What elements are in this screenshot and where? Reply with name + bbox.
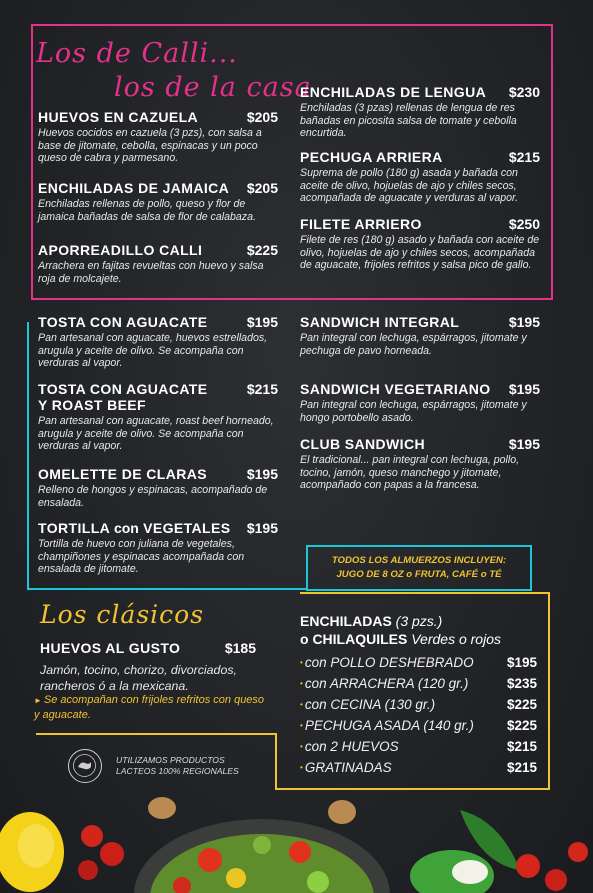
bullet-icon: • — [300, 721, 303, 730]
title-part-c: o CHILAQUILES — [300, 631, 408, 647]
item-description: Tortilla de huevo con juliana de vegetales, champiñones y espinacas acompañada con ensalada de jitomate. — [38, 538, 245, 576]
menu-item-club-sandwich — [300, 436, 540, 492]
option-price: $225 — [506, 718, 537, 733]
chilaquiles-title — [300, 630, 537, 648]
option-label: con POLLO DESHEBRADO — [304, 655, 474, 670]
option-label-wrap — [300, 655, 474, 670]
item-description: Filete de res (180 g) asado y bañada con aceite de olivo, hojuelas de ajo y chiles secos, acompañada de aguacate, frijoles refritos y salsa pico de gallo. — [300, 234, 540, 272]
option-label: con 2 HUEVOS — [304, 739, 399, 754]
footer-line1: UTILIZAMOS PRODUCTOS — [116, 755, 225, 765]
item-price: $205 — [246, 109, 278, 125]
item-price: $185 — [224, 640, 256, 656]
enchiladas-options — [300, 655, 537, 775]
promo-line2: JUGO DE 8 OZ o FRUTA, CAFÉ o TÉ — [336, 569, 502, 580]
item-price: $195 — [508, 314, 540, 330]
menu-item-sandwich-integral — [300, 314, 540, 357]
option-price: $225 — [506, 697, 537, 712]
house-title-line2: los de la casa — [114, 72, 312, 103]
option-price: $215 — [506, 760, 537, 775]
option-label-wrap — [300, 676, 468, 691]
enchiladas-chilaquiles-block — [300, 612, 537, 781]
classics-frame-mid — [275, 733, 277, 789]
option-price: $235 — [506, 676, 537, 691]
lunch-frame-bottom — [27, 588, 307, 590]
menu-item-aporreadillo — [38, 242, 278, 285]
menu-item-filete-arriero — [300, 216, 540, 272]
lunch-promo-box — [306, 545, 532, 591]
enchiladas-option-row — [300, 676, 537, 691]
footer-text — [116, 755, 239, 777]
item-name: ENCHILADAS DE LENGUA — [300, 84, 487, 100]
item-name-line2: Y ROAST BEEF — [38, 397, 147, 413]
option-label: PECHUGA ASADA (140 gr.) — [304, 718, 474, 733]
item-price: $195 — [508, 436, 540, 452]
option-label-wrap — [300, 718, 474, 733]
item-description: Pan artesanal con aguacate, roast beef horneado, arugula y aceite de olivo. Se acompaña con verduras al vapor. — [38, 415, 274, 453]
menu-item-tortilla-vegetales — [38, 520, 278, 576]
menu-item-huevos-cazuela — [38, 109, 278, 165]
option-label: GRATINADAS — [304, 760, 392, 775]
note-text: Se acompañan con frijoles refritos con queso y aguacate. — [34, 694, 265, 721]
item-description: Enchiladas (3 pzas) rellenas de lengua de res bañadas en picosita salsa de tomate y cebolla encurtida. — [300, 102, 517, 140]
bullet-icon: • — [300, 763, 303, 772]
item-name: ENCHILADAS DE JAMAICA — [38, 180, 230, 196]
house-frame-right — [551, 24, 553, 300]
item-name: FILETE ARRIERO — [300, 216, 422, 232]
bullet-icon: • — [300, 700, 303, 709]
menu-item-tosta-aguacate — [38, 314, 278, 370]
item-description: Pan integral con lechuga, espárragos, jitomate y pechuga de pavo horneada. — [300, 332, 527, 357]
house-title-line1: Los de Calli... — [36, 38, 238, 69]
item-price: $250 — [508, 216, 540, 232]
option-label: con CECINA (130 gr.) — [304, 697, 436, 712]
item-name: PECHUGA ARRIERA — [300, 149, 443, 165]
item-name: CLUB SANDWICH — [300, 436, 425, 452]
item-name: APORREADILLO CALLI — [38, 242, 203, 258]
house-frame-left — [31, 24, 33, 300]
menu-item-sandwich-vegetariano — [300, 381, 540, 424]
menu-item-huevos-gusto — [40, 640, 256, 694]
option-label-wrap — [300, 739, 399, 754]
menu-item-enchiladas-jamaica — [38, 180, 278, 223]
house-frame-top — [31, 24, 553, 26]
item-name-part-c: VEGETALES — [138, 520, 231, 536]
menu-item-enchiladas-lengua — [300, 84, 540, 140]
promo-line1: TODOS LOS ALMUERZOS INCLUYEN: — [331, 555, 507, 566]
item-name: HUEVOS AL GUSTO — [40, 640, 181, 656]
option-price: $215 — [506, 739, 537, 754]
footer-line2: LACTEOS 100% REGIONALES — [116, 766, 239, 776]
bullet-icon: • — [300, 658, 303, 667]
title-part-b: (3 pzs.) — [391, 613, 443, 629]
enchiladas-title — [300, 612, 537, 630]
item-name: SANDWICH VEGETARIANO — [300, 381, 491, 397]
item-price: $215 — [508, 149, 540, 165]
house-frame-bottom — [31, 298, 553, 300]
item-name: HUEVOS EN CAZUELA — [38, 109, 199, 125]
dairy-logo-icon — [68, 749, 102, 783]
item-price: $230 — [508, 84, 540, 100]
item-description: Suprema de pollo (180 g) asada y bañada con aceite de olivo, hojuelas de ajo y chiles secos, acompañada de aguacate y verduras al vapor. — [300, 167, 519, 205]
option-label-wrap — [300, 697, 435, 712]
enchiladas-option-row — [300, 760, 537, 775]
note-arrow-icon: ► — [34, 696, 42, 705]
menu-item-omelette — [38, 466, 278, 509]
item-name: TOSTA CON AGUACATE — [38, 314, 208, 330]
item-description: Pan artesanal con aguacate, huevos estrellados, arugula y aceite de olivo. Se acompaña con verduras al vapor. — [38, 332, 268, 370]
lunch-frame-left — [27, 322, 29, 590]
item-description: Relleno de hongos y espinacas, acompañado de ensalada. — [38, 484, 268, 509]
item-price: $195 — [508, 381, 540, 397]
classics-note — [34, 693, 269, 722]
item-name-part-b: con — [113, 520, 139, 536]
item-price: $225 — [246, 242, 278, 258]
item-description: Huevos cocidos en cazuela (3 pzs), con salsa a base de jitomate, cebolla, espinacas y un poco queso de cabra y parmesano. — [38, 127, 262, 165]
enchiladas-option-row — [300, 655, 537, 670]
item-price: $195 — [246, 466, 278, 482]
menu-item-pechuga-arriera — [300, 149, 540, 205]
title-part-d: Verdes o rojos — [407, 631, 501, 647]
title-part-a: ENCHILADAS — [300, 613, 392, 629]
item-name-part-a: TORTILLA — [38, 520, 114, 536]
item-name: OMELETTE DE CLARAS — [38, 466, 207, 482]
item-price: $205 — [246, 180, 278, 196]
item-description: Jamón, tocino, chorizo, divorciados, rancheros ó a la mexicana. — [40, 663, 237, 693]
item-price: $195 — [246, 314, 278, 330]
food-illustration — [0, 790, 593, 893]
item-name: SANDWICH INTEGRAL — [300, 314, 460, 330]
option-price: $195 — [506, 655, 537, 670]
bullet-icon: • — [300, 742, 303, 751]
classics-frame-joint — [36, 733, 276, 735]
option-label-wrap — [300, 760, 392, 775]
item-description: Pan integral con lechuga, espárragos, jitomate y hongo portobello asado. — [300, 399, 527, 424]
item-name — [38, 520, 230, 536]
item-description: El tradicional... pan integral con lechuga, pollo, tocino, jamón, queso manchego y jitomate, acompañado con papas a la francesa. — [300, 454, 520, 492]
classics-frame-top — [300, 592, 550, 594]
item-description: Enchiladas rellenas de pollo, queso y flor de jamaica bañadas de salsa de flor de calabaza. — [38, 198, 256, 223]
enchiladas-option-row — [300, 697, 537, 712]
enchiladas-option-row — [300, 718, 537, 733]
item-description: Arrachera en fajitas revueltas con huevo y salsa roja de molcajete. — [38, 260, 264, 285]
option-label: con ARRACHERA (120 gr.) — [304, 676, 469, 691]
menu-item-tosta-roast-beef — [38, 381, 278, 453]
item-name: TOSTA CON AGUACATE — [38, 381, 208, 397]
bullet-icon: • — [300, 679, 303, 688]
classics-frame-right — [548, 592, 550, 790]
classics-title: Los clásicos — [40, 600, 205, 629]
enchiladas-option-row — [300, 739, 537, 754]
item-price: $195 — [246, 520, 278, 536]
item-price: $215 — [246, 381, 278, 397]
